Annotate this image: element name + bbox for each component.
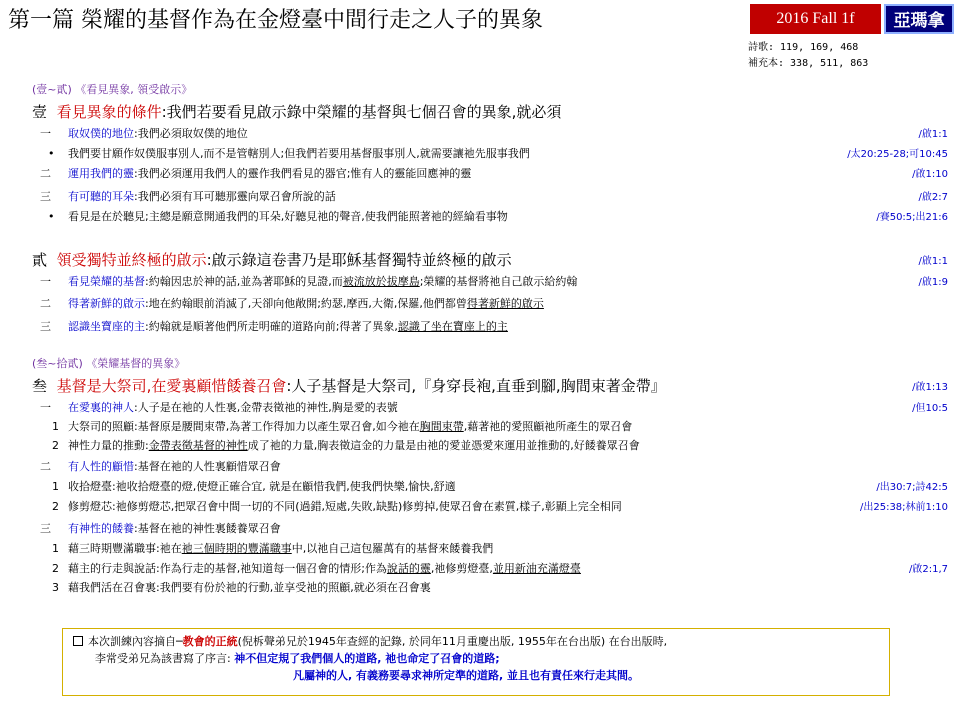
item-3-3-3 [52, 580, 431, 596]
item-text: 大祭司的照顧:基督原是腰間束帶,為著工作得加力以產生眾召會,如今祂在 [68, 420, 420, 433]
scripture-ref: /出30:7;詩42:5 [876, 482, 948, 493]
scripture-ref: /啟2:1,7 [908, 564, 948, 575]
scripture-ref: /啟1:9 [918, 277, 948, 288]
scripture-ref: /啟1:13 [912, 382, 948, 393]
subpoint-2-1 [40, 274, 577, 290]
footer-quote: 神不但定規了我們個人的道路, 祂也命定了召會的道路; [234, 652, 500, 665]
footer-quote: 凡屬神的人, 有義務要尋求神所定準的道路, 並且也有責任來行走其間。 [293, 669, 640, 682]
footer-text: 本次訓練內容摘自─ [88, 635, 183, 648]
footer-line-2 [73, 650, 879, 667]
item-3-2-2 [52, 499, 622, 515]
bullet-item [48, 209, 508, 225]
bullet-text: 看見是在於聽見;主總是願意開通我們的耳朵,好聽見祂的聲音,使我們能照著祂的經綸看事物 [68, 210, 508, 223]
scripture-ref: /啟1:1 [918, 129, 948, 140]
subpoint-3-1 [40, 400, 398, 416]
footer-note-box [62, 628, 890, 696]
footer-line-1 [73, 633, 879, 650]
footer-text: (倪柝聲弟兄於1945年查經的記錄, 於同年11月重慶出版, 1955年在台出版) 在台出版時, [237, 635, 668, 648]
item-numeral: 1 [52, 542, 59, 555]
section-label: (叁~拾貳) 《榮耀基督的異象》 [32, 357, 186, 370]
scripture-ref: /出25:38;林前1:10 [859, 502, 948, 513]
subpoint-2-2 [40, 296, 544, 312]
point-text: :人子基督是大祭司,『身穿長袍,直垂到腳,胸間束著金帶』 [286, 377, 666, 395]
footer-text: 李常受弟兄為該書寫了序言: [95, 652, 231, 665]
bullet-icon: • [48, 147, 55, 160]
book-title: 教會的正統 [182, 635, 238, 648]
subpoint-text: :人子是在祂的人性裏,金帶表徵祂的神性,胸是愛的表號 [134, 401, 398, 414]
underlined-text: 並用新油充滿燈臺 [492, 562, 581, 575]
item-3-1-2 [52, 438, 640, 454]
item-text: 藉三時期豐滿職事:祂在 [68, 542, 182, 555]
underlined-text: 被流放於拔摩島 [342, 275, 420, 288]
point-text: :啟示錄這卷書乃是耶穌基督獨特並終極的啟示 [206, 251, 512, 269]
subpoint-title: 運用我們的靈 [68, 167, 134, 180]
subpoint-title: 得著新鮮的啟示 [68, 297, 145, 310]
underlined-text: 說話的靈 [386, 562, 431, 575]
subpoint-1-2 [40, 166, 471, 182]
scripture-ref: /賽50:5;出21:6 [876, 212, 948, 223]
bullet-text: 我們要甘願作奴僕服事別人,而不是管轄別人;但我們若要用基督服事別人,就需要讓祂先服事我們 [68, 147, 530, 160]
subpoint-text: :約翰因忠於神的話,並為著耶穌的見證,而 [145, 275, 343, 288]
item-numeral: 2 [52, 500, 59, 513]
item-text: ,祂修剪燈臺, [430, 562, 493, 575]
subpoint-numeral: 二 [40, 460, 51, 473]
subpoint-text: :我們必須取奴僕的地位 [134, 127, 248, 140]
underlined-text: 祂三個時期的豐滿職事 [181, 542, 292, 555]
subpoint-title: 有神性的餧養 [68, 522, 134, 535]
subpoint-1-1 [40, 126, 248, 142]
subpoint-numeral: 一 [40, 401, 51, 414]
item-3-1-1 [52, 419, 632, 435]
subpoint-title: 看見榮耀的基督 [68, 275, 145, 288]
subpoint-3-3 [40, 521, 281, 537]
subpoint-text: :約翰就是順著他們所走明確的道路向前;得著了異象, [145, 320, 398, 333]
supplement-hymn-line: 補充本: 338, 511, 863 [748, 58, 869, 69]
footer-line-3 [73, 667, 879, 684]
subpoint-title: 有可聽的耳朵 [68, 190, 134, 203]
bullet-icon: • [48, 210, 55, 223]
item-numeral: 2 [52, 562, 59, 575]
point-2-heading [32, 250, 512, 270]
subpoint-title: 取奴僕的地位 [68, 127, 134, 140]
item-text: 藉我們活在召會裏:我們要有份於祂的行動,並享受祂的照顧,就必須在召會裏 [68, 581, 431, 594]
subpoint-numeral: 一 [40, 127, 51, 140]
subpoint-title: 在愛裏的神人 [68, 401, 134, 414]
subpoint-text: :基督在祂的人性裏顧惜眾召會 [134, 460, 281, 473]
item-numeral: 1 [52, 420, 59, 433]
subpoint-numeral: 三 [40, 522, 51, 535]
subpoint-2-3 [40, 319, 508, 335]
point-title: 看見異象的條件 [56, 103, 162, 121]
underlined-text: 胸間束帶 [419, 420, 464, 433]
section-label: (壹~貳) 《看見異象, 領受啟示》 [32, 83, 193, 96]
subpoint-1-3 [40, 189, 336, 205]
item-text: 中,以祂自己這包羅萬有的基督來餧養我們 [291, 542, 494, 555]
point-1-heading [32, 102, 561, 122]
subpoint-numeral: 三 [40, 190, 51, 203]
item-numeral: 1 [52, 480, 59, 493]
scripture-ref: /啟1:1 [918, 256, 948, 267]
item-numeral: 2 [52, 439, 59, 452]
item-numeral: 3 [52, 581, 59, 594]
subpoint-text: ;榮耀的基督將祂自己啟示給約翰 [419, 275, 578, 288]
scripture-ref: /啟2:7 [918, 192, 948, 203]
point-numeral: 叁 [32, 377, 48, 395]
item-text: 收拾燈臺:祂收拾燈臺的燈,使燈正確合宜, 就是在顧惜我們,使我們快樂,愉快,舒適 [68, 480, 456, 493]
subpoint-title: 認識坐寶座的主 [68, 320, 145, 333]
hymn-numbers [748, 40, 868, 72]
underlined-text: 認識了坐在寶座上的主 [397, 320, 508, 333]
point-title: 領受獨特並終極的啟示 [56, 251, 207, 269]
subpoint-text: :基督在祂的神性裏餧養眾召會 [134, 522, 281, 535]
point-3-heading [32, 376, 666, 396]
subpoint-text: :我們必須有耳可聽那靈向眾召會所說的話 [134, 190, 336, 203]
church-name-badge: 亞瑪拿 [884, 4, 954, 34]
scripture-ref: /太20:25-28;可10:45 [847, 149, 948, 160]
bullet-item [48, 146, 530, 162]
item-text: 成了祂的力量,胸表徵這金的力量是由祂的愛並憑愛來運用並推動的,好餧養眾召會 [247, 439, 640, 452]
item-text: ,藉著祂的愛照顧祂所產生的眾召會 [463, 420, 633, 433]
item-3-3-1 [52, 541, 493, 557]
item-3-3-2 [52, 561, 581, 577]
underlined-text: 金帶表徵基督的神性 [148, 439, 248, 452]
hymn-line: 詩歌: 119, 169, 468 [748, 42, 859, 53]
point-title: 基督是大祭司,在愛裏顧惜餧養召會 [56, 377, 287, 395]
subpoint-numeral: 二 [40, 167, 51, 180]
checkbox-icon [73, 636, 83, 646]
point-text: :我們若要看見啟示錄中榮耀的基督與七個召會的異象,就必須 [161, 103, 562, 121]
scripture-ref: /但10:5 [912, 403, 948, 414]
subpoint-3-2 [40, 459, 281, 475]
subpoint-text: :地在約翰眼前消滅了,天卻向他敞開;約瑟,摩西,大衛,保羅,他們都曾 [145, 297, 467, 310]
page-title: 第一篇 榮耀的基督作為在金燈臺中間行走之人子的異象 [8, 8, 543, 33]
subpoint-text: :我們必須運用我們人的靈作我們看見的器官;惟有人的靈能回應神的靈 [134, 167, 472, 180]
item-text: 神性力量的推動: [68, 439, 149, 452]
underlined-text: 得著新鮮的啟示 [466, 297, 544, 310]
subpoint-numeral: 三 [40, 320, 51, 333]
point-numeral: 壹 [32, 103, 48, 121]
item-text: 藉主的行走與說話:作為行走的基督,祂知道每一個召會的情形;作為 [68, 562, 387, 575]
item-3-2-1 [52, 479, 456, 495]
subpoint-numeral: 二 [40, 297, 51, 310]
training-code-badge: 2016 Fall 1f [750, 4, 881, 34]
point-numeral: 貳 [32, 251, 48, 269]
subpoint-title: 有人性的顧惜 [68, 460, 134, 473]
scripture-ref: /啟1:10 [912, 169, 948, 180]
subpoint-numeral: 一 [40, 275, 51, 288]
item-text: 修剪燈芯:祂修剪燈芯,把眾召會中間一切的不同(過錯,短處,失敗,缺點)修剪掉,使眾召會在素質,樣子,彰顯上完全相同 [68, 500, 622, 513]
